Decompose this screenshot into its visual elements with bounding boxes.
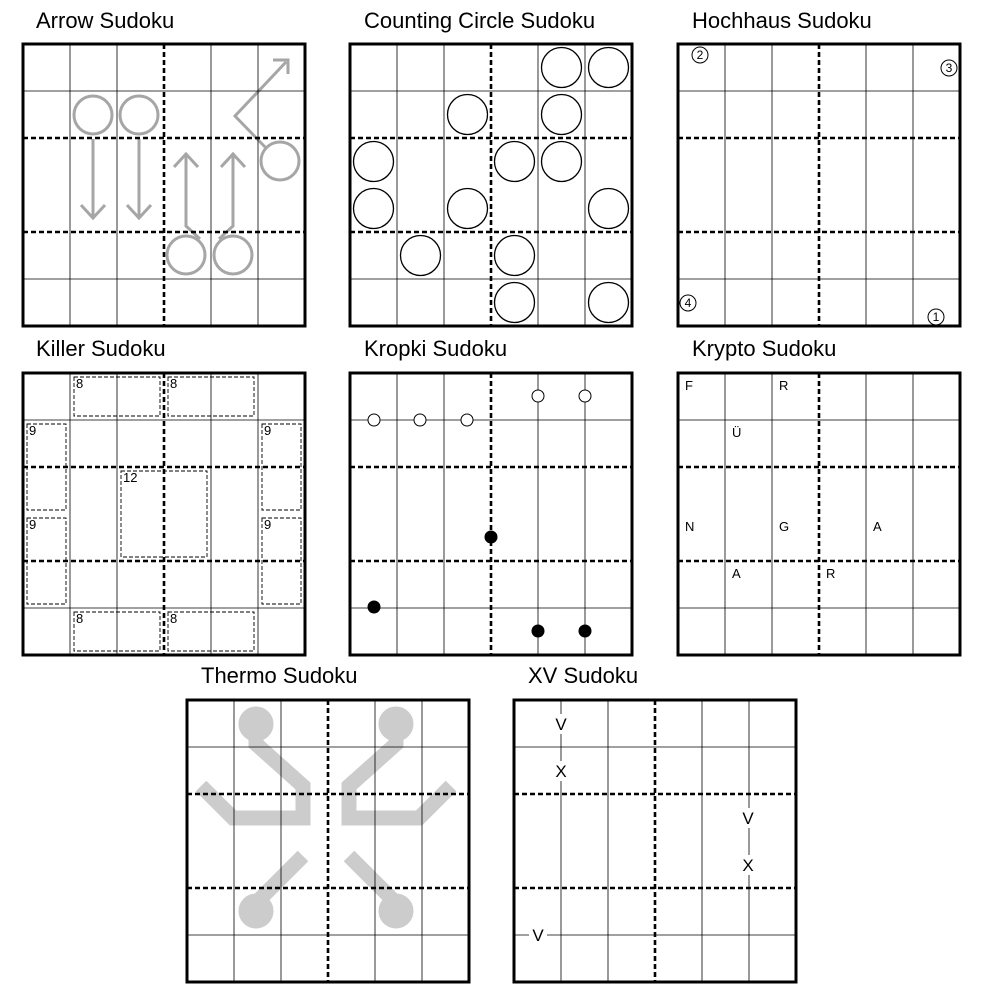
kropki-black-dot: [485, 531, 497, 543]
kropki-black-dot: [579, 625, 591, 637]
counting-circle-mark: [542, 48, 582, 88]
counting-circle-mark: [495, 142, 535, 182]
xv-mark: X: [742, 856, 754, 875]
xv-mark: V: [555, 715, 567, 734]
counting-circle-title: Counting Circle Sudoku: [364, 8, 596, 33]
arrow-circle: [261, 142, 299, 180]
hochhaus-clue: 3: [945, 61, 953, 75]
thermo-clues: [201, 707, 451, 928]
counting-circle-mark: [589, 48, 629, 88]
krypto-letter: A: [732, 566, 741, 581]
krypto-letter: N: [685, 519, 695, 534]
counting-circle-mark: [401, 236, 441, 276]
kropki-white-dot: [579, 390, 591, 402]
hochhaus-clue: 1: [932, 310, 940, 324]
kropki-title: Kropki Sudoku: [364, 336, 508, 361]
krypto-letter: R: [826, 566, 836, 581]
thermo-title: Thermo Sudoku: [201, 663, 358, 688]
counting-circle-mark: [589, 283, 629, 323]
hochhaus-clue: 4: [684, 296, 692, 310]
killer-cage-sum: 8: [76, 611, 84, 626]
hochhaus-grid: [678, 44, 960, 326]
kropki-white-dot: [368, 414, 380, 426]
krypto-letter: G: [779, 519, 790, 534]
xv-mark: V: [532, 926, 544, 945]
xv-title: XV Sudoku: [528, 663, 639, 688]
killer-cage-sum: 8: [170, 611, 178, 626]
xv-mark: X: [555, 762, 567, 781]
arrow-circle: [214, 236, 252, 274]
counting-circle-mark: [354, 189, 394, 229]
counting-circle-mark: [542, 95, 582, 135]
killer-cage-sum: 9: [264, 517, 272, 532]
killer-cage-sum: 9: [264, 423, 272, 438]
krypto-grid: [678, 373, 960, 655]
arrow-circle: [74, 96, 112, 134]
counting-circle-mark: [448, 189, 488, 229]
counting-circle-mark: [495, 283, 535, 323]
krypto-letter: R: [779, 378, 789, 393]
counting-circle-mark: [542, 142, 582, 182]
krypto-letter: A: [873, 519, 882, 534]
kropki-black-dot: [368, 601, 380, 613]
counting-circle-mark: [354, 142, 394, 182]
kropki-white-dot: [414, 414, 426, 426]
thermo-tube: [256, 856, 303, 911]
krypto-letter: F: [685, 378, 693, 393]
killer-cage-sum: 9: [29, 423, 37, 438]
thermo-tube: [349, 856, 396, 911]
arrow-circle: [167, 236, 205, 274]
killer-cage-sum: 8: [76, 376, 84, 391]
arrow-circle: [120, 96, 158, 134]
hochhaus-title: Hochhaus Sudoku: [692, 8, 872, 33]
thermo-tube: [349, 724, 451, 818]
killer-cage-sum: 9: [29, 517, 37, 532]
killer-cage-sum: 8: [170, 376, 178, 391]
arrow-line: [235, 62, 286, 148]
sudoku-grids: [23, 44, 960, 982]
killer-cage-sum: 12: [123, 470, 138, 485]
killer-title: Killer Sudoku: [36, 336, 166, 361]
thermo-grid: [187, 700, 469, 982]
hochhaus-clue: 2: [696, 48, 704, 62]
counting-circle-mark: [495, 236, 535, 276]
xv-mark: V: [742, 809, 754, 828]
krypto-title: Krypto Sudoku: [692, 336, 837, 361]
killer-grid: [23, 373, 305, 655]
counting-circle-mark: [448, 95, 488, 135]
counting-circle-grid: [350, 44, 632, 326]
arrow-title: Arrow Sudoku: [36, 8, 175, 33]
kropki-white-dot: [532, 390, 544, 402]
kropki-black-dot: [532, 625, 544, 637]
thermo-tube: [201, 724, 303, 818]
counting-circle-mark: [589, 189, 629, 229]
kropki-white-dot: [461, 414, 473, 426]
arrow-clues: [74, 60, 299, 274]
krypto-letter: Ü: [732, 425, 742, 440]
xv-grid: [514, 700, 796, 982]
kropki-grid: [350, 373, 632, 655]
